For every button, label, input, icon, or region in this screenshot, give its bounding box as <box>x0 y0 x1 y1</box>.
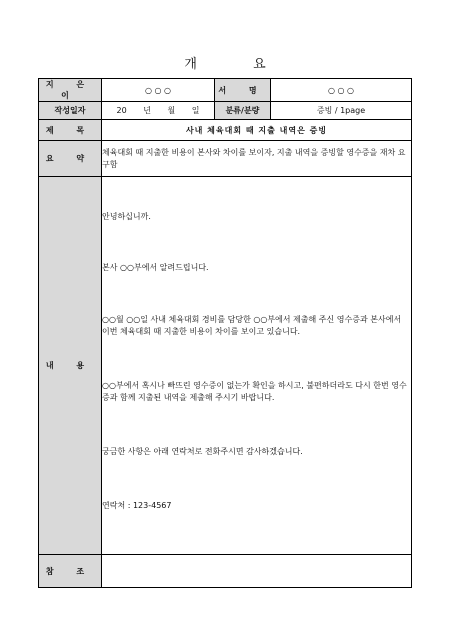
content-paragraph: 본사 ○○부에서 알려드립니다. <box>102 263 209 272</box>
date-row <box>39 102 412 120</box>
content-paragraph: 궁금한 사항은 아래 연락처로 전화주시면 감사하겠습니다. <box>102 447 303 456</box>
page-title: 개 요 <box>184 57 292 72</box>
reference-value[interactable] <box>102 555 412 588</box>
content-paragraph: 연락처 : 123-4567 <box>102 501 172 510</box>
content-paragraph: 안녕하십니까. <box>102 212 151 221</box>
content-label: 내 용 <box>39 177 102 555</box>
subject-row <box>39 120 412 141</box>
reference-row <box>39 555 412 588</box>
category-label: 분류/분량 <box>215 102 271 120</box>
signature-value[interactable]: ○ ○ ○ <box>271 79 412 102</box>
summary-label: 요 약 <box>39 141 102 177</box>
summary-value[interactable]: 체육대회 때 지출한 비용이 본사와 차이를 보이자, 지출 내역을 증빙할 영수증을 재차 요구함 <box>102 141 412 177</box>
author-label: 지 은 이 <box>39 79 102 102</box>
content-value[interactable] <box>102 177 412 555</box>
author-row <box>39 79 412 102</box>
subject-value[interactable]: 사내 체육대회 때 지출 내역은 증빙 <box>102 120 412 141</box>
content-row <box>39 177 412 555</box>
signature-label: 서 명 <box>215 79 271 102</box>
author-value[interactable]: ○ ○ ○ <box>102 79 215 102</box>
date-label: 작성일자 <box>39 102 102 120</box>
date-value[interactable]: 20 년 월 일 <box>102 102 215 120</box>
category-value[interactable]: 증빙 / 1page <box>271 102 412 120</box>
content-paragraph: ○○부에서 혹시나 빠뜨린 영수증이 없는가 확인을 하시고, 불편하더라도 다시 한번 영수증과 함께 지출된 내역을 제출해 주시기 바랍니다. <box>102 381 407 402</box>
reference-label: 참 조 <box>39 555 102 588</box>
subject-label: 제 목 <box>39 120 102 141</box>
content-paragraph: ○○월 ○○일 사내 체육대회 경비를 담당한 ○○부에서 제출해 주신 영수증과 본사에서 이번 체육대회 때 지출한 비용이 차이를 보이고 있습니다. <box>102 315 402 336</box>
summary-row <box>39 141 412 177</box>
overview-form <box>38 78 412 588</box>
